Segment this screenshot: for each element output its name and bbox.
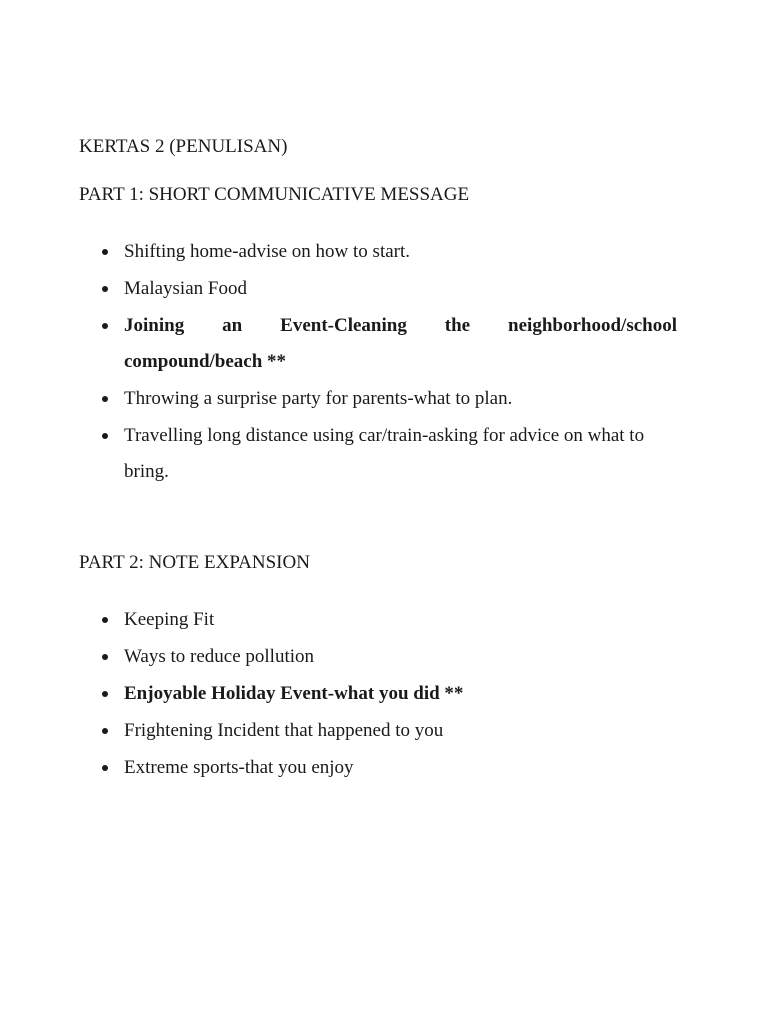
bullet-icon [102,286,108,292]
list-item [0,381,677,417]
list-item [0,750,677,786]
bullet-icon [102,728,108,734]
list-item-text: Shifting home-advise on how to start. [124,241,411,262]
document-title: KERTAS 2 (PENULISAN) [79,136,288,157]
list-item [0,639,677,675]
list-item [0,713,677,749]
part1-topic-list [0,234,768,491]
bullet-icon [102,765,108,771]
bullet-icon [102,433,108,439]
list-item-text: Extreme sports-that you enjoy [124,757,354,778]
list-item-text: Ways to reduce pollution [124,646,315,667]
list-item [0,234,677,270]
bullet-icon [102,617,108,623]
list-item [0,602,677,638]
list-item-text: Frightening Incident that happened to you [124,720,444,741]
bullet-icon [102,249,108,255]
list-item-highlighted [0,308,677,380]
list-item-text: Travelling long distance using car/train-asking for advice on what to bring. [124,425,645,482]
bullet-icon [102,323,108,329]
list-item-text: Throwing a surprise party for parents-what to plan. [124,388,513,409]
list-item [0,418,677,490]
bullet-icon [102,396,108,402]
list-item-text: Enjoyable Holiday Event-what you did ** [124,683,464,704]
part1-heading: PART 1: SHORT COMMUNICATIVE MESSAGE [79,184,470,205]
list-item-text: Joining an Event-Cleaning the neighborhood/school compound/beach ** [124,315,677,372]
list-item-text: Malaysian Food [124,278,247,299]
bullet-icon [102,654,108,660]
bullet-icon [102,691,108,697]
list-item-highlighted [0,676,677,712]
list-item [0,271,677,307]
part2-heading: PART 2: NOTE EXPANSION [79,552,310,573]
part2-topic-list [0,602,768,787]
list-item-text: Keeping Fit [124,609,215,630]
